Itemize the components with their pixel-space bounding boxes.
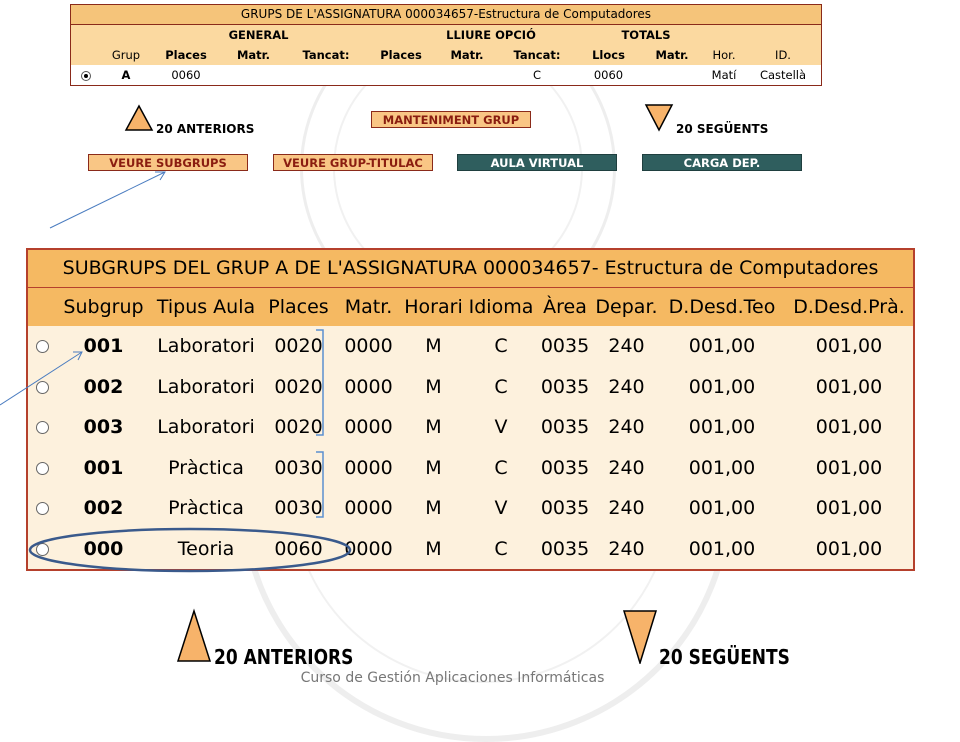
lab-bracket <box>316 330 323 435</box>
col-id: ID. <box>775 48 791 62</box>
cell-ddesd-teo: 001,00 <box>688 497 756 519</box>
cell-matr: 0000 <box>344 375 393 398</box>
cell-ddesd-teo: 001,00 <box>688 537 756 560</box>
cell-ddesd-pra: 001,00 <box>815 537 883 560</box>
col-ddesd-pra: D.Desd.Prà. <box>793 296 905 318</box>
maintenance-button[interactable]: MANTENIMENT GRUP <box>371 111 531 128</box>
arrow-line <box>0 352 82 405</box>
col-places: Places <box>268 296 329 318</box>
col-tot-matr: Matr. <box>655 48 689 62</box>
groups-table-title: GRUPS DE L'ASSIGNATURA 000034657-Estructura de Computadores <box>71 5 821 25</box>
cell-ddesd-teo: 001,00 <box>688 335 756 357</box>
teoria-highlight-ellipse <box>30 529 350 571</box>
cell-matr: 0000 <box>344 335 393 357</box>
cell-subgrup: 002 <box>83 497 124 519</box>
cell-matr: 0000 <box>344 416 393 438</box>
cell-horari: M <box>425 335 442 357</box>
cell-depar: 240 <box>608 456 645 479</box>
cell-idioma: C <box>494 537 508 560</box>
cell-idioma: C <box>494 375 508 398</box>
next-big-arrow-icon[interactable] <box>622 608 658 664</box>
col-llocs: Llocs <box>592 48 625 62</box>
cell-depar: 240 <box>608 335 645 357</box>
view-subgroups-button[interactable]: VEURE SUBGRUPS <box>88 154 248 171</box>
cell-places: 0020 <box>274 416 323 438</box>
group-header-lliure: LLIURE OPCIÓ <box>446 28 536 42</box>
col-idioma: Idioma <box>468 296 534 318</box>
cell-horari: M <box>425 456 442 479</box>
prev-big-arrow-icon[interactable] <box>176 608 212 664</box>
cell-places: 0060 <box>171 68 201 82</box>
col-lo-tancat: Tancat: <box>513 48 561 62</box>
cell-depar: 240 <box>608 497 645 519</box>
cell-places: 0060 <box>274 537 323 560</box>
col-hor: Hor. <box>712 48 736 62</box>
cell-matr: 0000 <box>344 456 393 479</box>
cell-places: 0030 <box>274 497 323 519</box>
cell-area: 0035 <box>540 537 590 560</box>
cell-area: 0035 <box>540 456 590 479</box>
cell-idioma: V <box>494 497 508 519</box>
cell-id: Castellà <box>759 68 807 82</box>
prev-big-link[interactable]: 20 ANTERIORS <box>214 645 354 669</box>
prev-link[interactable]: 20 ANTERIORS <box>156 122 255 136</box>
practice-bracket <box>316 452 323 517</box>
col-matr: Matr. <box>344 296 393 318</box>
cell-tipus-aula: Pràctica <box>168 497 244 519</box>
cell-subgrup: 000 <box>83 537 124 560</box>
next-big-link[interactable]: 20 SEGÜENTS <box>659 645 790 669</box>
view-group-degree-button[interactable]: VEURE GRUP-TITULAC <box>273 154 433 171</box>
virtual-classroom-button[interactable]: AULA VIRTUAL <box>457 154 617 171</box>
cell-idioma: V <box>494 416 508 438</box>
cell-idioma: C <box>494 456 508 479</box>
arrow-line <box>50 172 165 228</box>
cell-ddesd-pra: 001,00 <box>815 497 883 519</box>
cell-tipus-aula: Pràctica <box>168 456 244 479</box>
cell-matr: 0000 <box>344 497 393 519</box>
cell-places: 0020 <box>274 375 323 398</box>
cell-subgrup: 002 <box>83 375 124 398</box>
cell-places: 0020 <box>274 335 323 357</box>
group-header-general: GENERAL <box>228 28 289 42</box>
col-lo-matr: Matr. <box>450 48 484 62</box>
cell-grup: A <box>121 68 131 82</box>
col-tipus-aula: Tipus Aula <box>156 296 256 318</box>
subgroups-table-title: SUBGRUPS DEL GRUP A DE L'ASSIGNATURA 000034657- Estructura de Computadores <box>28 250 913 288</box>
cell-hor: Matí <box>711 68 737 82</box>
cell-depar: 240 <box>608 416 645 438</box>
next-link[interactable]: 20 SEGÜENTS <box>676 122 769 136</box>
cell-places: 0030 <box>274 456 323 479</box>
cell-depar: 240 <box>608 375 645 398</box>
col-matr: Matr. <box>236 48 271 62</box>
cell-lo-tancat: C <box>532 68 542 82</box>
cell-tipus-aula: Laboratori <box>157 375 255 398</box>
cell-area: 0035 <box>540 416 590 438</box>
cell-horari: M <box>425 497 442 519</box>
cell-matr: 0000 <box>344 537 393 560</box>
cell-ddesd-pra: 001,00 <box>815 416 883 438</box>
cell-horari: M <box>425 537 442 560</box>
cell-tipus-aula: Teoria <box>177 537 235 560</box>
cell-llocs: 0060 <box>593 68 624 82</box>
cell-depar: 240 <box>608 537 645 560</box>
col-horari: Horari <box>404 296 463 318</box>
cell-ddesd-pra: 001,00 <box>815 456 883 479</box>
col-tancat: Tancat: <box>302 48 350 62</box>
cell-tipus-aula: Laboratori <box>157 416 255 438</box>
cell-horari: M <box>425 416 442 438</box>
cell-subgrup: 001 <box>83 456 124 479</box>
col-ddesd-teo: D.Desd.Teo <box>668 296 776 318</box>
col-area: Àrea <box>543 296 587 318</box>
group-header-totals: TOTALS <box>621 28 671 42</box>
cell-area: 0035 <box>540 335 590 357</box>
cell-idioma: C <box>494 335 508 357</box>
cell-ddesd-pra: 001,00 <box>815 375 883 398</box>
cell-ddesd-teo: 001,00 <box>688 456 756 479</box>
col-grup: Grup <box>111 48 141 62</box>
col-depar: Depar. <box>595 296 658 318</box>
cell-ddesd-teo: 001,00 <box>688 416 756 438</box>
cell-tipus-aula: Laboratori <box>157 335 255 357</box>
cell-subgrup: 003 <box>83 416 124 438</box>
cell-subgrup: 001 <box>83 335 124 357</box>
col-places: Places <box>165 48 207 62</box>
col-lo-places: Places <box>380 48 422 62</box>
cell-ddesd-teo: 001,00 <box>688 375 756 398</box>
load-dept-button[interactable]: CARGA DEP. <box>642 154 802 171</box>
cell-area: 0035 <box>540 375 590 398</box>
cell-horari: M <box>425 375 442 398</box>
col-subgrup: Subgrup <box>63 296 144 318</box>
cell-area: 0035 <box>540 497 590 519</box>
footer-note: Curso de Gestión Aplicaciones Informáticas <box>300 670 605 686</box>
cell-ddesd-pra: 001,00 <box>815 335 883 357</box>
